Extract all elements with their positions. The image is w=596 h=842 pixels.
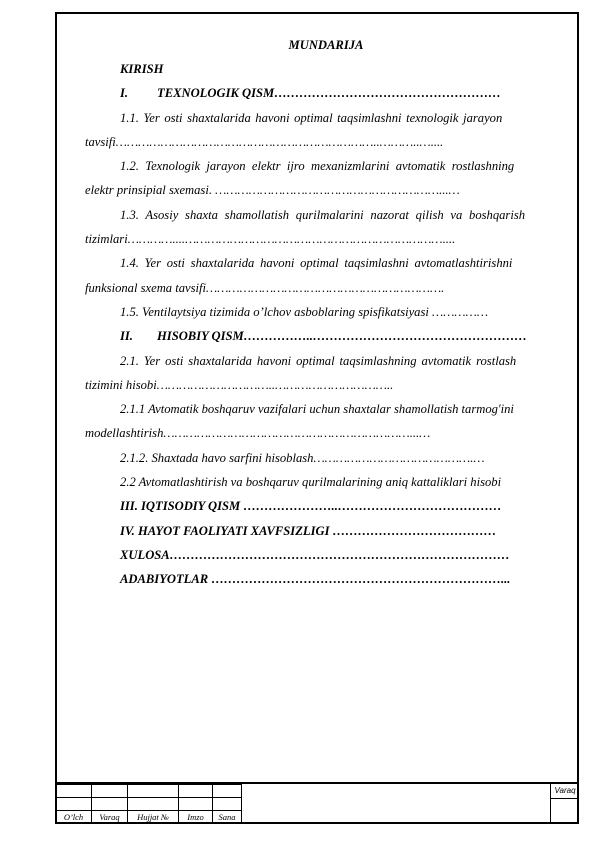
toc-section-1-title: TEXNOLOGIK QISM……………………………………………… [157, 86, 501, 101]
toc-item-1-1-line2: tavsifi……………………………………………………………..………..….... [85, 134, 444, 149]
grid-cell [92, 798, 128, 811]
toc-section-2-number: II. [120, 329, 133, 344]
sheet-number-label: Varaq [551, 784, 579, 799]
toc-item-2-1-2: 2.1.2. Shaxtada havo sarfini hisoblash…………………………………….… [120, 450, 485, 465]
grid-cell [179, 798, 213, 811]
col-label-olch: O’lch [56, 811, 92, 824]
toc-item-2-1-line2: tizimini hisobi…………………………..………………………….. [85, 377, 394, 392]
title-block [55, 782, 579, 824]
toc-item-1-2-line2: elektr prinsipial sxemasi. ……………………………………………………...… [85, 183, 460, 198]
toc-item-1-4-line2: funksional sxema tavsifi………………………………………………………. [85, 280, 445, 295]
toc-section-2 [85, 324, 567, 348]
grid-cell [179, 785, 213, 798]
grid-cell [56, 785, 92, 798]
toc-section-1-number: I. [120, 86, 129, 101]
toc-item-1-2-line1: 1.2. Texnologik jarayon elektr ijro mexanizmlarini avtomatik rostlashning [120, 159, 515, 174]
toc-item-1-1-line1: 1.1. Yer osti shaxtalarida havoni optimal taqsimlashni texnologik jarayon [120, 110, 503, 125]
toc-section-1 [85, 81, 567, 105]
title-block-grid [55, 784, 242, 824]
toc-item-1-3-line2: tizimlari…………....…………………………………………………………….... [85, 232, 456, 247]
grid-cell [92, 785, 128, 798]
grid-cell [213, 785, 242, 798]
toc-conclusion: XULOSA……………………………………………………………………… [120, 547, 510, 562]
sheet-number-box [550, 784, 579, 824]
toc-section-4: IV. HAYOT FAOLIYATI XAVFSIZLIGI ………………………………… [120, 523, 497, 538]
toc-references: ADABIYOTLAR ……………………………………………………………... [120, 572, 511, 587]
toc-kirish: KIRISH [120, 62, 164, 76]
toc-item-1-4-line1: 1.4. Yer osti shaxtalarida havoni optimal taqsimlashni avtomatlashtirishni [120, 256, 513, 271]
col-label-imzo: Imzo [179, 811, 213, 824]
grid-cell [56, 798, 92, 811]
table-of-contents [85, 33, 567, 592]
col-label-sana: Sana [213, 811, 242, 824]
col-label-varaq: Varaq [92, 811, 128, 824]
toc-item-2-1-line1: 2.1. Yer osti shaxtalarida havoni optimal taqsimlashning avtomatik rostlash [120, 353, 517, 368]
toc-section-3: III. IQTISODIY QISM …………………..………………………………… [120, 499, 502, 514]
toc-item-2-1-1-line2: modellashtirish…………………………………………………………...… [85, 426, 431, 441]
page-title: MUNDARIJA [288, 38, 364, 52]
grid-cell [128, 785, 179, 798]
toc-item-1-3-line1: 1.3. Asosiy shaxta shamollatish qurilmalarini nazorat qilish va boshqarish [120, 207, 526, 222]
toc-item-2-1-1-line1: 2.1.1 Avtomatik boshqaruv vazifalari uchun shaxtalar shamollatish tarmog'ini [120, 402, 514, 417]
toc-section-2-title: HISOBIY QISM……………..…………………………………………… [157, 329, 528, 344]
col-label-hujjat: Hujjat № [128, 811, 179, 824]
grid-cell [213, 798, 242, 811]
toc-item-2-2: 2.2 Avtomatlashtirish va boshqaruv qurilmalarining aniq kattaliklari hisobi [120, 475, 502, 490]
toc-item-1-5: 1.5. Ventilaytsiya tizimida o’lchov asboblaring spisfikatsiyasi …………… [120, 304, 489, 319]
grid-cell [128, 798, 179, 811]
